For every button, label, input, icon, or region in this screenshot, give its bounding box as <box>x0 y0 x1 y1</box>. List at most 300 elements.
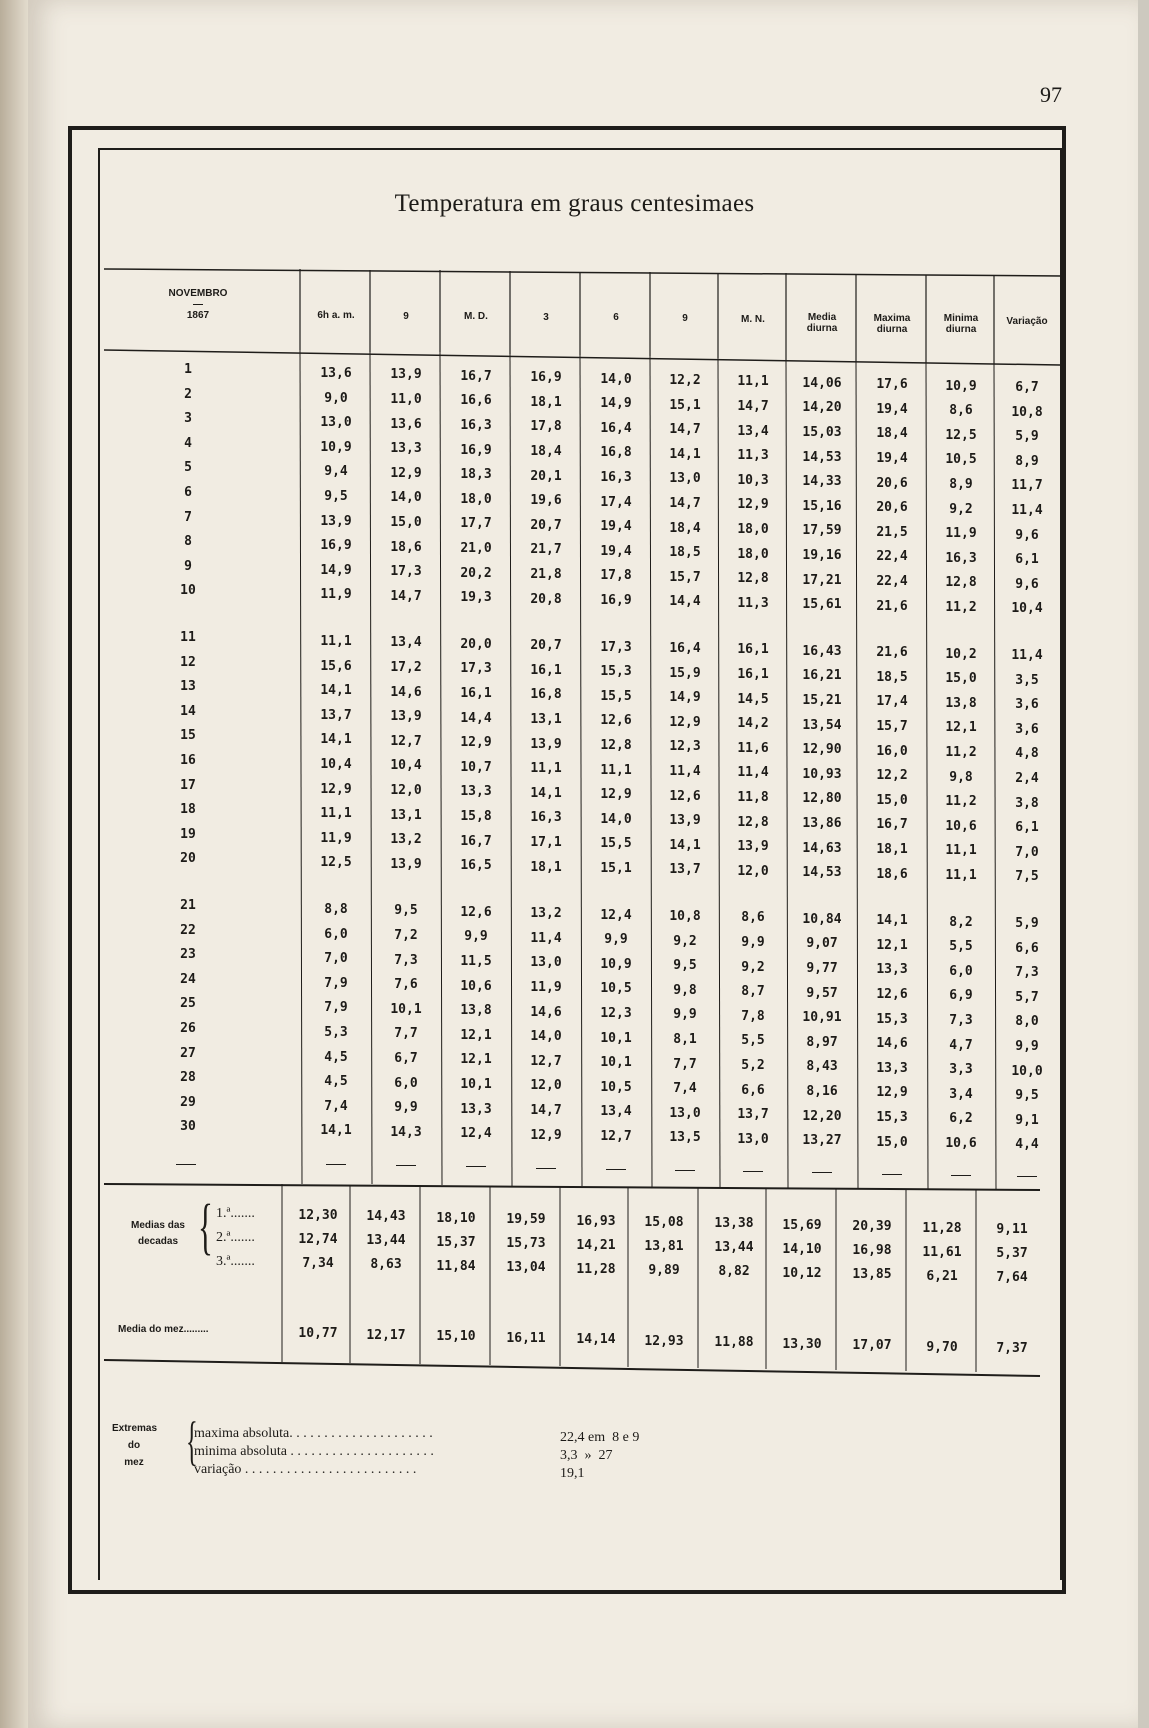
cell-value: 7,4 <box>673 1081 697 1097</box>
cell-value: 14,4 <box>460 710 492 726</box>
day-label: 21 <box>180 898 196 913</box>
header-month <box>158 288 238 321</box>
cell-value: 9,9 <box>604 932 628 948</box>
extremes-brace: { <box>186 1411 198 1471</box>
cell-value: 17,4 <box>876 694 908 710</box>
column-header-0: 6h a. m. <box>317 310 355 321</box>
cell-value: 12,9 <box>600 787 632 803</box>
cell-value: 7,3 <box>394 952 418 968</box>
cell-value: 8,0 <box>1015 1014 1039 1030</box>
day-label: 8 <box>184 534 192 550</box>
cell-value: 16,21 <box>802 668 842 684</box>
decade-value: 8,63 <box>370 1257 402 1273</box>
extremes-label <box>112 1420 156 1471</box>
cell-value: 9,9 <box>673 1007 697 1023</box>
decade-value: 18,10 <box>436 1210 476 1226</box>
extreme-max-label: maxima absoluta. . . . . . . . . . . . . . . . . . . . . <box>194 1426 433 1441</box>
cell-value: 15,6 <box>320 658 352 674</box>
cell-value: 11,3 <box>737 448 769 464</box>
cell-value: 19,3 <box>460 590 492 606</box>
cell-value: 13,9 <box>669 813 701 829</box>
decade-value: 16,98 <box>852 1243 892 1259</box>
cell-value: 14,7 <box>669 422 701 438</box>
day-label: 18 <box>180 802 196 818</box>
cell-value: 19,4 <box>600 519 632 535</box>
cell-value: 10,2 <box>945 646 977 662</box>
cell-value: 10,8 <box>1011 404 1043 420</box>
cell-value: 7,3 <box>949 1013 973 1028</box>
cell-value: 7,7 <box>673 1056 697 1072</box>
cell-value: 12,80 <box>802 791 842 807</box>
cell-value: 10,6 <box>460 978 492 994</box>
cell-value: 6,7 <box>394 1051 418 1066</box>
cell-value: 16,8 <box>600 445 632 461</box>
decade-value: 12,74 <box>298 1232 338 1247</box>
decade-value: 9,11 <box>996 1222 1028 1237</box>
cell-value: 21,6 <box>876 645 908 661</box>
cell-value: 17,21 <box>802 572 842 588</box>
cell-value: 15,3 <box>600 664 632 680</box>
cell-value: 17,2 <box>390 660 422 675</box>
table-title: Temperatura em graus centesimaes <box>394 190 755 217</box>
cell-value: 12,0 <box>530 1078 562 1094</box>
cell-value: 5,5 <box>741 1033 765 1049</box>
day-label: 24 <box>180 971 196 987</box>
decade-label: 1.ª....... <box>216 1206 255 1221</box>
cell-value: 8,9 <box>1015 453 1039 469</box>
cell-value: 19,16 <box>802 548 842 563</box>
extreme-min-label: minima absoluta . . . . . . . . . . . . . . . . . . . . . <box>194 1444 434 1459</box>
cell-value: 12,9 <box>320 781 352 797</box>
cell-value: 11,5 <box>460 954 492 969</box>
cell-value: 14,1 <box>876 913 908 929</box>
day-label: 5 <box>184 460 192 476</box>
extreme-min-value: 3,3 » 27 <box>560 1448 613 1463</box>
cell-value: 20,7 <box>530 638 562 654</box>
column-header-8: Maxima diurna <box>873 312 911 335</box>
decade-value: 7,64 <box>996 1270 1028 1285</box>
cell-value: 7,2 <box>394 928 418 943</box>
cell-value: 13,0 <box>320 415 352 431</box>
dash-mark <box>812 1172 832 1173</box>
cell-value: 11,2 <box>945 794 977 810</box>
day-label: 7 <box>184 509 192 525</box>
cell-value: 18,4 <box>669 520 701 536</box>
cell-value: 6,2 <box>949 1111 973 1127</box>
cell-value: 13,9 <box>320 513 352 529</box>
day-label: 17 <box>180 777 196 793</box>
cell-value: 10,91 <box>802 1010 842 1026</box>
cell-value: 11,2 <box>945 745 977 760</box>
monthly-mean-value: 12,17 <box>366 1327 406 1343</box>
cell-value: 11,2 <box>945 600 977 615</box>
cell-value: 7,3 <box>1015 965 1039 981</box>
decade-value: 15,69 <box>782 1217 822 1233</box>
cell-value: 13,3 <box>460 1101 492 1117</box>
cell-value: 15,0 <box>876 792 908 808</box>
column-header-9: Minima diurna <box>943 313 979 336</box>
cell-value: 11,9 <box>530 980 562 995</box>
cell-value: 20,6 <box>876 475 908 491</box>
extremes-label-line2: do <box>127 1440 141 1451</box>
dash-mark <box>882 1174 902 1175</box>
cell-value: 11,8 <box>737 790 769 805</box>
decade-value: 11,28 <box>922 1220 962 1236</box>
day-label: 6 <box>184 485 192 500</box>
cell-value: 18,5 <box>669 545 701 561</box>
cell-value: 14,9 <box>320 562 352 578</box>
cell-value: 13,9 <box>390 856 422 872</box>
decade-value: 13,44 <box>714 1240 754 1256</box>
cell-value: 11,3 <box>737 595 769 611</box>
cell-value: 16,6 <box>460 393 492 409</box>
cell-value: 12,6 <box>669 788 701 804</box>
cell-value: 12,8 <box>737 571 769 587</box>
cell-value: 7,8 <box>741 1008 765 1024</box>
cell-value: 10,7 <box>460 759 492 775</box>
decade-value: 16,93 <box>576 1213 616 1229</box>
cell-value: 9,6 <box>1015 576 1039 592</box>
cell-value: 12,4 <box>600 907 632 923</box>
cell-value: 14,4 <box>669 594 701 610</box>
cell-value: 17,3 <box>460 661 492 677</box>
day-label: 9 <box>184 558 192 574</box>
cell-value: 8,2 <box>949 914 973 930</box>
cell-value: 13,7 <box>320 707 352 723</box>
decades-label-line2: decadas <box>137 1236 179 1247</box>
decade-value: 14,21 <box>576 1237 616 1253</box>
cell-value: 12,8 <box>945 575 977 591</box>
cell-value: 14,9 <box>600 396 632 412</box>
cell-value: 11,1 <box>530 761 562 777</box>
cell-value: 8,6 <box>949 403 973 419</box>
cell-value: 19,4 <box>600 543 632 559</box>
cell-value: 6,0 <box>949 963 973 979</box>
cell-value: 13,0 <box>669 471 701 487</box>
cell-value: 11,4 <box>530 930 562 946</box>
cell-value: 12,90 <box>802 742 842 758</box>
cell-value: 17,4 <box>600 494 632 510</box>
decades-label-line1: Medias das <box>131 1220 185 1231</box>
cell-value: 7,0 <box>324 951 348 967</box>
cell-value: 6,6 <box>741 1082 765 1098</box>
cell-value: 12,3 <box>669 739 701 755</box>
extreme-variation-value: 19,1 <box>560 1466 585 1481</box>
cell-value: 12,0 <box>737 863 769 879</box>
cell-value: 11,1 <box>600 762 632 778</box>
cell-value: 6,0 <box>394 1075 418 1091</box>
day-label: 15 <box>180 728 196 744</box>
cell-value: 14,2 <box>737 716 769 732</box>
cell-value: 19,4 <box>876 401 908 417</box>
cell-value: 12,2 <box>669 373 701 388</box>
cell-value: 15,1 <box>600 861 632 876</box>
cell-value: 13,4 <box>600 1104 632 1120</box>
cell-value: 12,7 <box>390 733 422 749</box>
cell-value: 15,3 <box>876 1011 908 1027</box>
cell-value: 8,9 <box>949 477 973 492</box>
cell-value: 15,0 <box>390 515 422 530</box>
cell-value: 18,1 <box>530 394 562 410</box>
cell-value: 10,4 <box>320 757 352 772</box>
cell-value: 12,1 <box>945 720 977 736</box>
cell-value: 9,2 <box>673 933 697 949</box>
cell-value: 16,9 <box>600 593 632 608</box>
cell-value: 22,4 <box>876 574 908 589</box>
cell-value: 18,1 <box>876 842 908 857</box>
cell-value: 9,07 <box>806 936 838 952</box>
cell-value: 6,0 <box>324 926 348 942</box>
cell-value: 4,7 <box>949 1037 973 1053</box>
cell-value: 13,86 <box>802 816 842 831</box>
cell-value: 3,8 <box>1015 795 1039 811</box>
cell-value: 10,3 <box>737 472 769 488</box>
cell-value: 3,5 <box>1015 672 1039 688</box>
cell-value: 13,2 <box>390 832 422 848</box>
decade-value: 13,04 <box>506 1260 546 1276</box>
cell-value: 19,6 <box>530 493 562 509</box>
cell-value: 16,3 <box>600 470 632 485</box>
cell-value: 17,8 <box>600 568 632 584</box>
dash-mark <box>951 1175 971 1176</box>
column-header-1: 9 <box>403 310 409 322</box>
cell-value: 10,0 <box>1011 1063 1043 1079</box>
cell-value: 13,3 <box>390 441 422 457</box>
cell-value: 18,0 <box>737 546 769 562</box>
decade-value: 9,89 <box>648 1263 680 1278</box>
cell-value: 6,6 <box>1015 940 1039 956</box>
cell-value: 17,1 <box>530 835 562 850</box>
day-label: 19 <box>180 826 196 842</box>
cell-value: 17,3 <box>600 639 632 655</box>
cell-value: 8,6 <box>741 910 765 926</box>
cell-value: 17,7 <box>460 516 492 532</box>
decade-value: 5,37 <box>996 1246 1028 1261</box>
cell-value: 13,5 <box>669 1130 701 1146</box>
cell-value: 9,5 <box>673 958 697 974</box>
cell-value: 9,2 <box>741 959 765 975</box>
cell-value: 18,6 <box>390 539 422 555</box>
cell-value: 9,9 <box>394 1100 418 1116</box>
cell-value: 21,6 <box>876 598 908 614</box>
cell-value: 19,4 <box>876 451 908 466</box>
cell-value: 9,1 <box>1015 1112 1039 1128</box>
cell-value: 9,5 <box>1015 1088 1039 1104</box>
cell-value: 10,4 <box>390 758 422 774</box>
cell-value: 14,9 <box>669 690 701 706</box>
cell-value: 10,1 <box>390 1001 422 1017</box>
decade-value: 13,81 <box>644 1239 684 1254</box>
decade-value: 10,12 <box>782 1265 822 1281</box>
cell-value: 13,0 <box>530 955 562 971</box>
cell-value: 3,4 <box>949 1086 973 1102</box>
cell-value: 13,0 <box>737 1131 769 1147</box>
decade-value: 11,28 <box>576 1261 616 1277</box>
cell-value: 9,6 <box>1015 527 1039 543</box>
cell-value: 16,4 <box>600 420 632 436</box>
day-label: 22 <box>180 922 196 938</box>
cell-value: 10,1 <box>600 1055 632 1071</box>
year-label: 1867 <box>186 310 210 321</box>
cell-value: 12,2 <box>876 768 908 784</box>
cell-value: 13,2 <box>530 906 562 922</box>
cell-value: 12,8 <box>737 814 769 830</box>
cell-value: 5,7 <box>1015 989 1039 1005</box>
day-label: 10 <box>180 583 196 599</box>
cell-value: 16,4 <box>669 641 701 656</box>
cell-value: 8,43 <box>806 1059 838 1075</box>
decade-value: 13,44 <box>366 1233 406 1249</box>
cell-value: 9,5 <box>324 489 348 504</box>
cell-value: 14,1 <box>320 732 352 748</box>
cell-value: 21,7 <box>530 542 562 558</box>
dash-mark <box>675 1170 695 1171</box>
cell-value: 15,61 <box>802 597 842 613</box>
cell-value: 20,7 <box>530 517 562 533</box>
cell-value: 7,7 <box>394 1026 418 1042</box>
cell-value: 14,1 <box>320 683 352 699</box>
cell-value: 13,1 <box>390 807 422 823</box>
day-label: 2 <box>184 386 192 402</box>
cell-value: 13,8 <box>460 1003 492 1019</box>
cell-value: 14,53 <box>802 865 842 881</box>
cell-value: 11,6 <box>737 740 769 756</box>
cell-value: 14,1 <box>320 1123 352 1139</box>
cell-value: 12,5 <box>945 427 977 443</box>
cell-value: 10,9 <box>600 956 632 972</box>
cell-value: 9,9 <box>1015 1039 1039 1054</box>
day-label: 23 <box>180 947 196 963</box>
cell-value: 14,53 <box>802 449 842 465</box>
cell-value: 12,7 <box>530 1053 562 1069</box>
cell-value: 16,8 <box>530 687 562 703</box>
cell-value: 10,9 <box>320 439 352 455</box>
extreme-max-value: 22,4 em 8 e 9 <box>560 1430 640 1445</box>
cell-value: 12,0 <box>390 783 422 798</box>
cell-value: 13,4 <box>390 635 422 651</box>
cell-value: 5,2 <box>741 1058 765 1073</box>
cell-value: 16,1 <box>737 667 769 682</box>
cell-value: 11,4 <box>1011 503 1043 518</box>
cell-value: 21,5 <box>876 524 908 540</box>
cell-value: 10,84 <box>802 911 842 927</box>
cell-value: 14,6 <box>876 1036 908 1052</box>
cell-value: 15,0 <box>945 671 977 687</box>
cell-value: 15,21 <box>802 693 842 708</box>
cell-value: 4,5 <box>324 1074 348 1090</box>
cell-value: 20,1 <box>530 468 562 484</box>
cell-value: 13,3 <box>460 784 492 800</box>
cell-value: 13,1 <box>530 712 562 727</box>
cell-value: 12,9 <box>876 1085 908 1101</box>
cell-value: 13,9 <box>390 709 422 725</box>
cell-value: 14,7 <box>530 1103 562 1118</box>
cell-value: 10,4 <box>1011 601 1043 617</box>
cell-value: 18,3 <box>460 467 492 483</box>
cell-value: 11,1 <box>320 806 352 822</box>
cell-value: 12,3 <box>600 1006 632 1021</box>
decade-value: 6,21 <box>926 1268 958 1284</box>
cell-value: 11,1 <box>320 634 352 649</box>
cell-value: 16,1 <box>460 686 492 701</box>
day-label: 28 <box>180 1070 196 1086</box>
cell-value: 15,1 <box>669 397 701 413</box>
cell-value: 6,9 <box>949 988 973 1004</box>
cell-value: 13,9 <box>737 839 769 855</box>
cell-value: 12,9 <box>460 735 492 751</box>
cell-value: 12,20 <box>802 1108 842 1124</box>
cell-value: 16,9 <box>460 442 492 458</box>
column-header-2: M. D. <box>464 311 488 323</box>
cell-value: 15,0 <box>876 1134 908 1150</box>
cell-value: 10,6 <box>945 818 977 834</box>
cell-value: 11,9 <box>320 830 352 846</box>
cell-value: 16,3 <box>530 810 562 826</box>
day-label: 20 <box>180 851 196 867</box>
cell-value: 11,0 <box>390 392 422 407</box>
cell-value: 13,7 <box>737 1107 769 1123</box>
cell-value: 18,0 <box>460 491 492 507</box>
cell-value: 9,57 <box>806 985 838 1001</box>
monthly-mean-value: 14,14 <box>576 1332 616 1347</box>
day-label: 14 <box>180 703 196 719</box>
cell-value: 12,6 <box>600 713 632 729</box>
cell-value: 7,9 <box>324 1000 348 1016</box>
cell-value: 21,0 <box>460 541 492 556</box>
decade-value: 11,61 <box>922 1244 962 1260</box>
cell-value: 17,3 <box>390 564 422 580</box>
cell-value: 14,0 <box>600 371 632 387</box>
cell-value: 20,8 <box>530 591 562 607</box>
cell-value: 15,5 <box>600 836 632 852</box>
cell-value: 6,1 <box>1015 820 1039 836</box>
decade-value: 13,38 <box>714 1216 754 1232</box>
month-dash: — <box>193 299 203 310</box>
cell-value: 13,9 <box>390 367 422 383</box>
cell-value: 22,4 <box>876 549 908 565</box>
decade-value: 7,34 <box>302 1256 334 1271</box>
cell-value: 13,27 <box>802 1133 842 1149</box>
cell-value: 20,0 <box>460 636 492 652</box>
cell-value: 16,0 <box>876 743 908 759</box>
cell-value: 10,5 <box>600 1079 632 1095</box>
cell-value: 5,9 <box>1015 429 1039 445</box>
cell-value: 12,1 <box>460 1027 492 1043</box>
monthly-mean-value: 15,10 <box>436 1329 476 1344</box>
cell-value: 13,9 <box>530 736 562 752</box>
column-header-5: 9 <box>682 313 688 324</box>
cell-value: 9,9 <box>741 935 765 950</box>
cell-value: 7,0 <box>1015 844 1039 860</box>
cell-value: 17,6 <box>876 377 908 393</box>
decade-value: 14,10 <box>782 1241 822 1257</box>
cell-value: 14,63 <box>802 840 842 856</box>
cell-value: 10,93 <box>802 766 842 782</box>
cell-value: 11,7 <box>1011 478 1043 494</box>
cell-value: 5,3 <box>324 1025 348 1040</box>
cell-value: 14,1 <box>669 446 701 462</box>
cell-value: 20,6 <box>876 500 908 516</box>
cell-value: 16,43 <box>802 643 842 659</box>
day-label: 26 <box>180 1021 196 1036</box>
column-header-7: Media diurna <box>806 312 838 335</box>
decade-value: 19,59 <box>506 1212 546 1228</box>
cell-value: 11,1 <box>737 374 769 390</box>
day-label: 29 <box>180 1094 196 1110</box>
cell-value: 16,7 <box>460 833 492 849</box>
cell-value: 11,4 <box>1011 648 1043 663</box>
cell-value: 14,0 <box>530 1029 562 1045</box>
